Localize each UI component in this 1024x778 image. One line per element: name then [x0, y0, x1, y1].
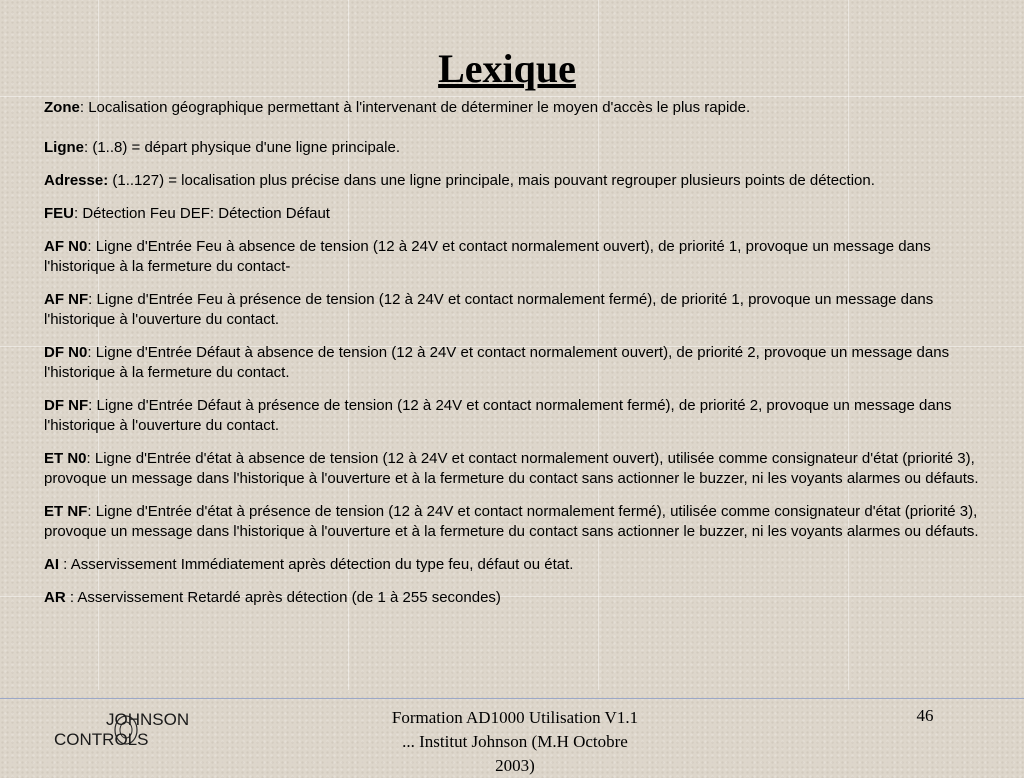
- glossary-term: AI: [44, 556, 59, 573]
- glossary-separator: :: [86, 450, 95, 467]
- glossary-separator: :: [84, 139, 93, 156]
- glossary-separator: :: [88, 397, 97, 414]
- glossary-separator: :: [59, 556, 71, 573]
- glossary-definition: (1..8) = départ physique d'une ligne principale.: [92, 139, 400, 156]
- glossary-term: DF N0: [44, 344, 88, 361]
- footer-divider: [0, 698, 1024, 699]
- page-number: 46: [916, 706, 934, 725]
- glossary-entry: [44, 290, 984, 330]
- logo-word-controls: CONTROLS: [54, 730, 149, 749]
- glossary-definition: Détection Feu DEF: Détection Défaut: [82, 205, 330, 222]
- glossary-definition: (1..127) = localisation plus précise dans une ligne principale, mais pouvant regrouper plusieurs points de détection.: [112, 172, 875, 189]
- footer-line: 2003): [495, 756, 535, 775]
- glossary-definition: Ligne d'Entrée Feu à absence de tension (12 à 24V et contact normalement ouvert), de priorité 1, provoque un message dans l'historique à la fermeture du contact-: [44, 238, 931, 275]
- glossary-term: Adresse:: [44, 172, 109, 189]
- logo-word-johnson: JOHNSON: [106, 710, 190, 729]
- glossary-term: ET NF: [44, 503, 88, 520]
- glossary-entry: [44, 502, 984, 542]
- glossary-entry: [44, 396, 984, 436]
- glossary-entry: [44, 449, 984, 489]
- glossary-entry: [44, 343, 984, 383]
- glossary-term: ET N0: [44, 450, 87, 467]
- glossary-term: AF NF: [44, 291, 89, 308]
- slide-title: Lexique: [438, 45, 576, 91]
- glossary-definition: Ligne d'Entrée Feu à présence de tension (12 à 24V et contact normalement fermé), de priorité 1, provoque un message dans l'historique à l'ouverture du contact.: [44, 291, 934, 328]
- glossary-term: AF N0: [44, 238, 88, 255]
- glossary-definition: Ligne d'Entrée d'état à présence de tension (12 à 24V et contact normalement fermé), utilisée comme consignateur d'état (priorité 3), provoque un message dans l'historique à l'ouverture et à la fermeture du contact sans actionner le buzzer, ni les voyants alarmes ou défauts.: [44, 503, 979, 540]
- johnson-controls-logo: [52, 708, 212, 752]
- glossary-definition: Asservissement Immédiatement après détection du type feu, défaut ou état.: [70, 556, 574, 573]
- glossary-separator: :: [74, 205, 83, 222]
- glossary-separator: :: [88, 291, 97, 308]
- glossary-entry: [44, 171, 984, 191]
- glossary-separator: :: [87, 238, 96, 255]
- footer-line: Formation AD1000 Utilisation V1.1: [391, 708, 639, 727]
- glossary-term: DF NF: [44, 397, 89, 414]
- footer-caption: [340, 706, 690, 778]
- glossary-definition: Ligne d'Entrée d'état à absence de tension (12 à 24V et contact normalement ouvert), utilisée comme consignateur d'état (priorité 3), provoque un message dans l'historique à l'ouverture et à la fermeture du contact sans actionner le buzzer, ni les voyants alarmes ou défauts.: [44, 450, 979, 487]
- glossary-term: AR: [44, 589, 66, 606]
- glossary-definition: Localisation géographique permettant à l'intervenant de déterminer le moyen d'accès le plus rapide.: [88, 99, 751, 116]
- glossary-separator: :: [87, 344, 96, 361]
- glossary-definition: Asservissement Retardé après détection (de 1 à 255 secondes): [77, 589, 501, 606]
- background-grid-line: [0, 96, 1024, 97]
- glossary-entry: [44, 138, 984, 158]
- glossary-definition: Ligne d'Entrée Défaut à présence de tension (12 à 24V et contact normalement fermé), de priorité 2, provoque un message dans l'historique à l'ouverture du contact.: [44, 397, 952, 434]
- glossary-term: Zone: [44, 99, 80, 116]
- glossary-separator: :: [79, 99, 89, 116]
- footer-line: ... Institut Johnson (M.H Octobre: [402, 732, 628, 751]
- glossary-entry: [44, 98, 984, 118]
- glossary-term: Ligne: [44, 139, 84, 156]
- glossary-term: FEU: [44, 205, 74, 222]
- glossary-entry: [44, 237, 984, 277]
- glossary-separator: :: [65, 589, 78, 606]
- glossary-separator: :: [87, 503, 96, 520]
- glossary-list: [44, 98, 984, 621]
- glossary-entry: [44, 588, 984, 608]
- glossary-definition: Ligne d'Entrée Défaut à absence de tension (12 à 24V et contact normalement ouvert), de priorité 2, provoque un message dans l'historique à la fermeture du contact.: [44, 344, 950, 381]
- glossary-entry: [44, 555, 984, 575]
- glossary-entry: [44, 204, 984, 224]
